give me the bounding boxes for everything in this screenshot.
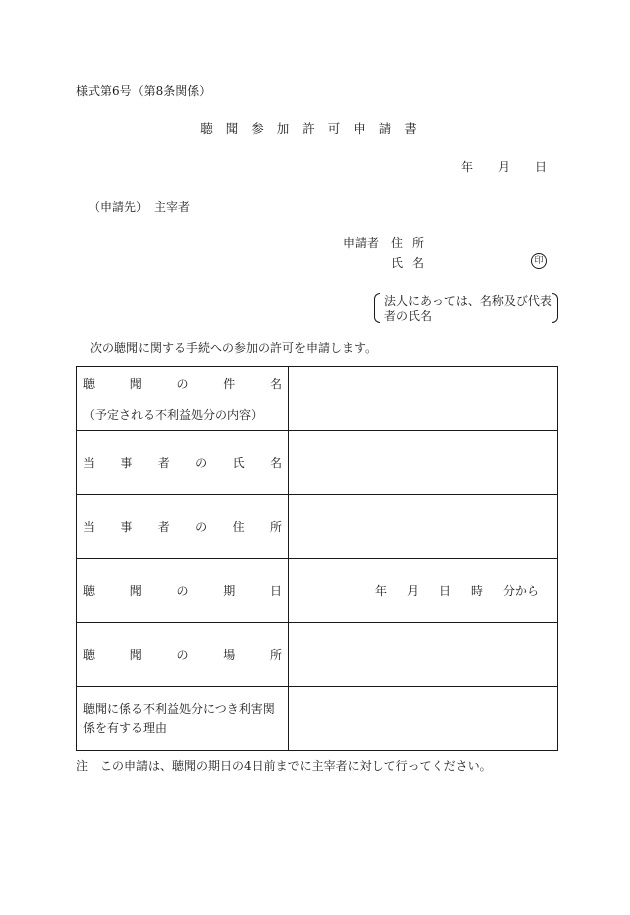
interest-reason-field[interactable]	[289, 687, 558, 751]
label-char: 件	[223, 376, 236, 391]
party-address-field[interactable]	[289, 495, 558, 559]
label-char: の	[176, 584, 189, 598]
date-month-label: 月	[498, 160, 511, 174]
date-day-label: 日	[535, 160, 548, 174]
addressee: （申請先） 主宰者	[88, 200, 191, 214]
right-bracket	[552, 293, 558, 323]
datetime-parts	[289, 582, 557, 599]
row-sublabel: （予定される不利益処分の内容）	[83, 407, 264, 422]
label-char: 聴	[83, 648, 96, 662]
label-char: 事	[120, 520, 133, 534]
row-label-party-name	[77, 431, 289, 495]
intro-text: 次の聴聞に関する手続への参加の許可を申請します。	[90, 341, 378, 355]
label-char: 氏	[232, 456, 245, 470]
seal-icon: 印	[531, 253, 547, 269]
row-label-interest-reason	[77, 687, 289, 751]
address-label: 住所	[391, 236, 434, 250]
label-char: 所	[269, 520, 282, 534]
date-part-hour: 時	[470, 584, 483, 598]
label-char: 事	[120, 456, 133, 470]
label-char: の	[176, 648, 189, 662]
label-char: 聴	[83, 584, 96, 598]
date-part-minute: 分から	[502, 584, 539, 598]
label-char: 期	[223, 584, 236, 598]
label-char: 聞	[129, 376, 142, 391]
footnote: 注 この申請は、聴聞の期日の4日前までに主宰者に対して行ってください。	[76, 759, 492, 773]
label-char: 名	[269, 456, 282, 470]
corporate-note	[374, 293, 558, 323]
label-char: 日	[269, 584, 282, 598]
label-char: の	[195, 520, 208, 534]
spread-label	[83, 646, 282, 663]
left-bracket	[374, 293, 380, 323]
date-part-year: 年	[375, 584, 388, 598]
spread-label	[83, 375, 282, 392]
table-row	[77, 431, 558, 495]
form-number: 様式第6号（第8条関係）	[76, 84, 212, 98]
party-name-field[interactable]	[289, 431, 558, 495]
table-row	[77, 495, 558, 559]
spread-label	[83, 582, 282, 599]
table-row	[77, 687, 558, 751]
name-label: 氏名	[391, 256, 434, 270]
label-char: 聞	[129, 648, 142, 662]
hearing-subject-field[interactable]	[289, 367, 558, 431]
applicant-label: 申請者	[343, 236, 380, 250]
row-label-hearing-subject	[77, 367, 289, 431]
row-label-hearing-date	[77, 559, 289, 623]
date-year-label: 年	[461, 160, 474, 174]
label-char: 住	[232, 520, 245, 534]
label-char: 者	[157, 456, 170, 470]
label-char: 聴	[83, 376, 96, 391]
label-char: 当	[83, 520, 96, 534]
table-row	[77, 367, 558, 431]
date-part-month: 月	[406, 584, 419, 598]
label-char: 者	[157, 520, 170, 534]
row-label-hearing-place	[77, 623, 289, 687]
label-char: 場	[223, 648, 236, 662]
hearing-date-field[interactable]	[289, 559, 558, 623]
label-char: 名	[269, 376, 282, 391]
interest-reason-label: 聴聞に係る不利益処分につき利害関係を有する理由	[83, 701, 275, 735]
corporate-note-text: 法人にあっては、名称及び代表者の氏名	[384, 294, 552, 323]
document-title: 聴聞参加許可申請書	[200, 121, 430, 136]
row-label-party-address	[77, 495, 289, 559]
hearing-place-field[interactable]	[289, 623, 558, 687]
label-char: 聞	[129, 584, 142, 598]
spread-label	[83, 518, 282, 535]
table-row	[77, 623, 558, 687]
label-char: 当	[83, 456, 96, 470]
spread-label	[83, 454, 282, 471]
label-char: の	[195, 456, 208, 470]
application-table	[76, 366, 558, 751]
label-char: 所	[269, 648, 282, 662]
table-row	[77, 559, 558, 623]
date-part-day: 日	[438, 584, 451, 598]
label-char: の	[176, 376, 189, 391]
